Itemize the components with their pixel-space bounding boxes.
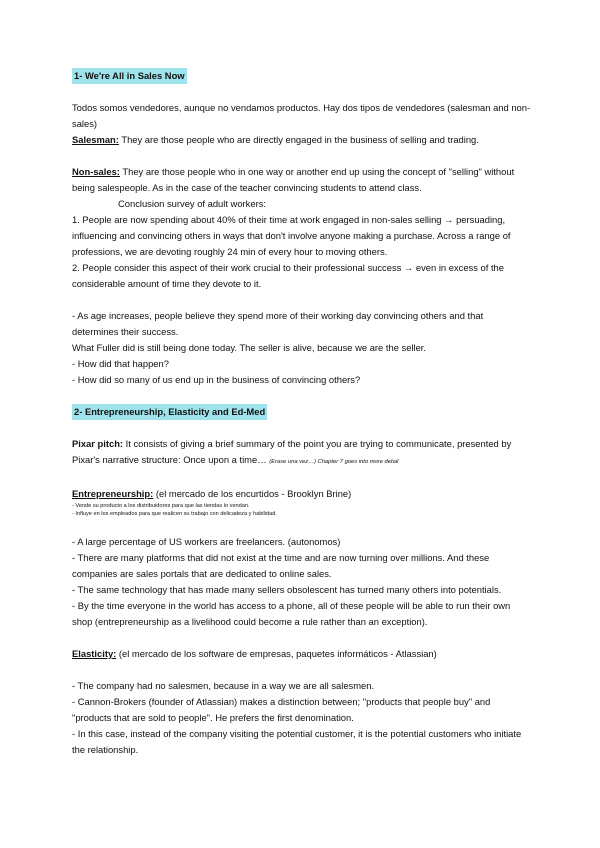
salesman-definition — [72, 132, 532, 148]
intro-paragraph: Todos somos vendedores, aunque no vendamos productos. Hay dos tipos de vendedores (salesman and non-sales) — [72, 102, 531, 129]
entrepreneurship-point-4: - By the time everyone in the world has access to a phone, all of these people will be able to run their own shop (entrepreneurship as a livelihood could become a rule rather than an exception). — [72, 600, 511, 627]
elasticity-point-1: - The company had no salesmen, because in a way we are all salesmen. — [72, 680, 375, 691]
survey-point-1: 1. People are now spending about 40% of their time at work engaged in non-sales selling → persuading, influencing and convincing others in ways that don't involve anyone making a purchase. Across a range of professions, we are devoting roughly 24 min of every hour to moving others. — [72, 214, 511, 257]
entrepreneurship-point-1: - A large percentage of US workers are freelancers. (autonomos) — [72, 536, 341, 547]
elasticity-point-3: - In this case, instead of the company visiting the potential customer, it is the potential customers who initiate the relationship. — [72, 728, 522, 755]
elasticity-text: (el mercado de los software de empresas, paquetes informáticos - Atlassian) — [116, 648, 437, 659]
entrepreneurship-note-1: - Vende su producto a los distribuidores para que las tiendas lo vendan. — [72, 503, 250, 509]
section-2-heading: 2- Entrepreneurship, Elasticity and Ed-Med — [72, 404, 267, 420]
question-1: - How did that happen? — [72, 358, 169, 369]
entrepreneurship-point-3: - The same technology that has made many sellers obsolescent has turned many others into potentials. — [72, 584, 502, 595]
survey-point-2: 2. People consider this aspect of their work crucial to their professional success → even in excess of the considerable amount of time they devote to it. — [72, 262, 504, 289]
pixar-label: Pixar pitch: — [72, 438, 124, 449]
nonsales-label: Non-sales: — [72, 166, 120, 177]
pixar-note: (Erase una vez…) Chapter 7 goes into more detail — [269, 459, 399, 465]
entrepreneurship-note-2: - Influye en los empleados para que realicen su trabajo con delicadeza y habilidad. — [72, 511, 277, 517]
entrepreneurship-text: (el mercado de los encurtidos - Brooklyn Brine) — [153, 488, 352, 499]
section-1-heading: 1- We're All in Sales Now — [72, 68, 187, 84]
question-2: - How did so many of us end up in the business of convincing others? — [72, 374, 361, 385]
salesman-label: Salesman: — [72, 134, 119, 145]
entrepreneurship-point-2: - There are many platforms that did not exist at the time and are now turning over millions. And these companies are sales portals that are dedicated to online sales. — [72, 552, 490, 579]
elasticity-title — [72, 646, 532, 662]
nonsales-text: They are those people who in one way or another end up using the concept of "selling" without being salespeople. As in the case of the teacher convincing students to attend class. — [72, 166, 515, 193]
age-paragraph: - As age increases, people believe they spend more of their working day convincing others and that determines their success. — [72, 310, 484, 337]
fuller-paragraph: What Fuller did is still being done today. The seller is alive, because we are the seller. — [72, 342, 427, 353]
pixar-paragraph — [72, 436, 532, 470]
nonsales-definition — [72, 164, 532, 196]
entrepreneurship-title — [72, 486, 532, 502]
salesman-text: They are those people who are directly engaged in the business of selling and trading. — [118, 134, 479, 145]
survey-title: Conclusion survey of adult workers: — [118, 198, 266, 209]
elasticity-label: Elasticity: — [72, 648, 117, 659]
entrepreneurship-label: Entrepreneurship: — [72, 488, 154, 499]
document-page — [72, 68, 532, 758]
elasticity-point-2: - Cannon-Brokers (founder of Atlassian) makes a distinction between; "products that people buy" and "products that are sold to people". He prefers the first denomination. — [72, 696, 491, 723]
pixar-text: It consists of giving a brief summary of the point you are trying to communicate, presented by Pixar's narrative structure: Once upon a time… — [72, 438, 512, 465]
